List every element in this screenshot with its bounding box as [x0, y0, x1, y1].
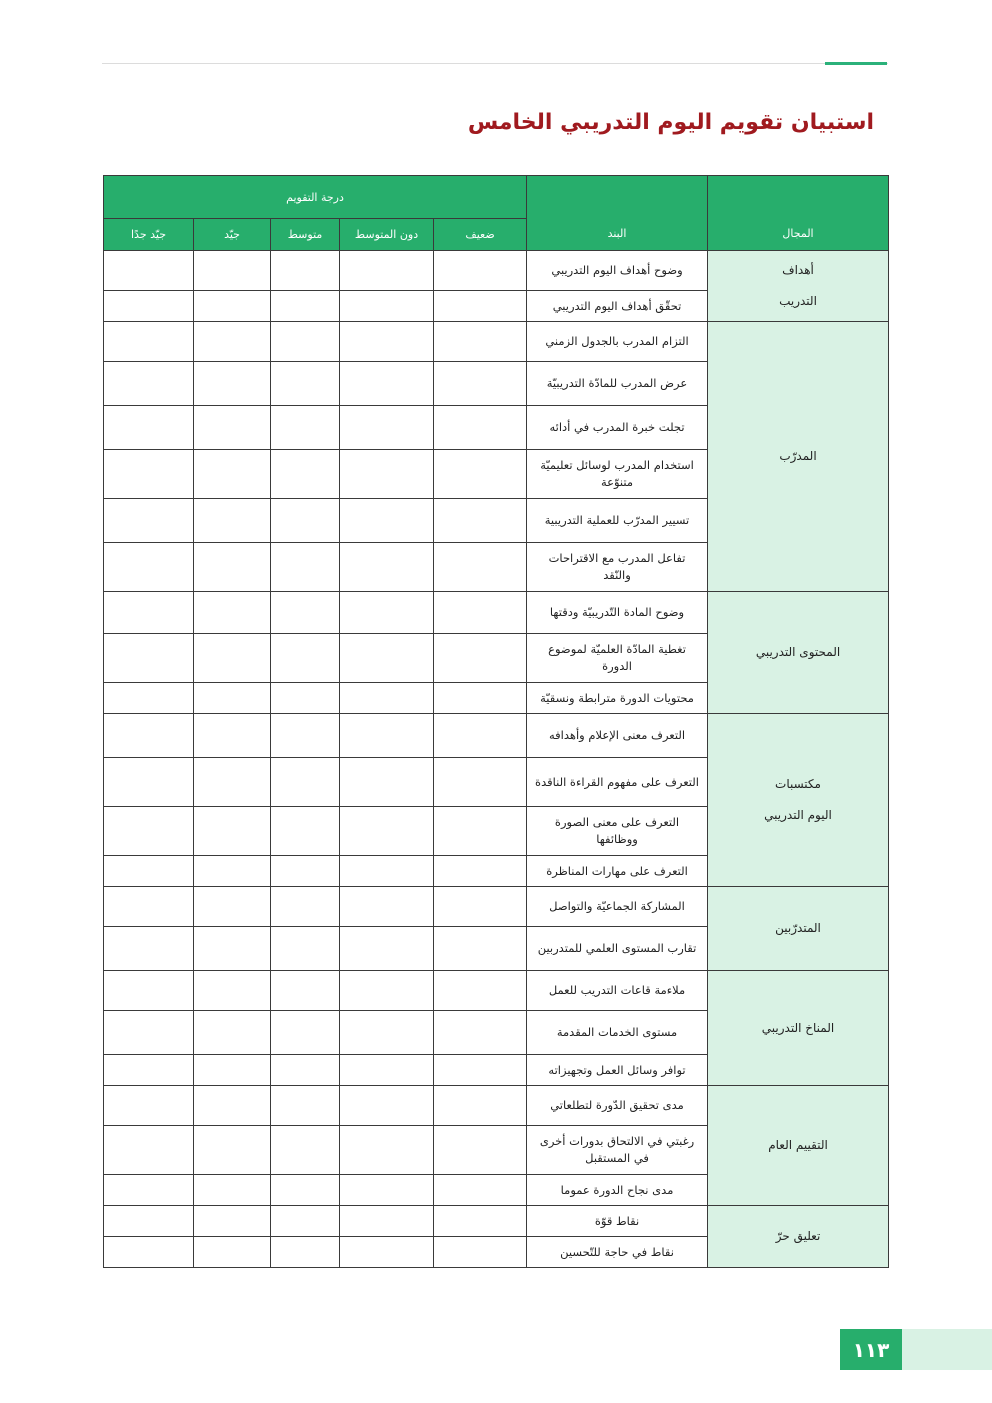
rating-cell-below-average[interactable]	[340, 1237, 434, 1268]
table-row	[104, 1086, 889, 1126]
rating-cell-very-good[interactable]	[104, 362, 194, 406]
header-rating-below-average: دون المتوسط	[340, 219, 434, 251]
rating-cell-weak[interactable]	[434, 971, 527, 1011]
rating-cell-good[interactable]	[194, 758, 271, 807]
page-title: استبيان تقويم اليوم التدريبي الخامس	[467, 110, 874, 135]
survey-body	[104, 251, 889, 1268]
rating-cell-below-average[interactable]	[340, 322, 434, 362]
rating-cell-good[interactable]	[194, 1086, 271, 1126]
rating-cell-weak[interactable]	[434, 714, 527, 758]
rating-cell-very-good[interactable]	[104, 1126, 194, 1175]
rating-cell-average[interactable]	[271, 251, 340, 291]
item-label: محتويات الدورة مترابطة ونسقيّة	[527, 683, 708, 714]
rating-cell-below-average[interactable]	[340, 856, 434, 887]
header-rating-good: جيّد	[194, 219, 271, 251]
rating-cell-good[interactable]	[194, 592, 271, 634]
rating-cell-very-good[interactable]	[104, 807, 194, 856]
rating-cell-good[interactable]	[194, 543, 271, 592]
domain-cell	[708, 714, 889, 887]
item-label: تقارب المستوى العلمي للمتدربين	[527, 927, 708, 971]
rating-cell-very-good[interactable]	[104, 499, 194, 543]
item-label: ملاءمة قاعات التدريب للعمل	[527, 971, 708, 1011]
rating-cell-average[interactable]	[271, 291, 340, 322]
rating-cell-weak[interactable]	[434, 887, 527, 927]
domain-cell	[708, 887, 889, 971]
rating-cell-below-average[interactable]	[340, 971, 434, 1011]
item-label: مستوى الخدمات المقدمة	[527, 1011, 708, 1055]
header-rating-average: متوسط	[271, 219, 340, 251]
rating-cell-below-average[interactable]	[340, 499, 434, 543]
rating-cell-below-average[interactable]	[340, 758, 434, 807]
rating-cell-weak[interactable]	[434, 856, 527, 887]
rating-cell-very-good[interactable]	[104, 450, 194, 499]
domain-cell	[708, 592, 889, 714]
rating-cell-weak[interactable]	[434, 758, 527, 807]
rating-cell-below-average[interactable]	[340, 1175, 434, 1206]
evaluation-table	[103, 175, 889, 1268]
rating-cell-good[interactable]	[194, 1175, 271, 1206]
domain-cell	[708, 322, 889, 592]
rating-cell-average[interactable]	[271, 971, 340, 1011]
rating-cell-good[interactable]	[194, 807, 271, 856]
rating-cell-weak[interactable]	[434, 807, 527, 856]
rating-cell-weak[interactable]	[434, 927, 527, 971]
domain-cell	[708, 1206, 889, 1268]
domain-cell	[708, 1086, 889, 1206]
rating-cell-average[interactable]	[271, 683, 340, 714]
item-label: المشاركة الجماعيّة والتواصل	[527, 887, 708, 927]
header-rating-very-good: جيّد جدًا	[104, 219, 194, 251]
rating-cell-below-average[interactable]	[340, 406, 434, 450]
rating-cell-very-good[interactable]	[104, 251, 194, 291]
top-accent-bar	[825, 62, 887, 65]
rating-cell-below-average[interactable]	[340, 1055, 434, 1086]
rating-cell-average[interactable]	[271, 1126, 340, 1175]
item-label: نقاط قوّة	[527, 1206, 708, 1237]
rating-cell-weak[interactable]	[434, 1237, 527, 1268]
rating-cell-below-average[interactable]	[340, 634, 434, 683]
rating-cell-weak[interactable]	[434, 251, 527, 291]
rating-cell-average[interactable]	[271, 1086, 340, 1126]
rating-cell-very-good[interactable]	[104, 406, 194, 450]
rating-cell-very-good[interactable]	[104, 856, 194, 887]
rating-cell-good[interactable]	[194, 856, 271, 887]
rating-cell-below-average[interactable]	[340, 1086, 434, 1126]
table-row	[104, 1206, 889, 1237]
rating-cell-average[interactable]	[271, 927, 340, 971]
rating-cell-good[interactable]	[194, 683, 271, 714]
item-label: عرض المدرب للمادّة التدريبيّة	[527, 362, 708, 406]
rating-cell-good[interactable]	[194, 1011, 271, 1055]
header-domain: المجال	[708, 176, 889, 251]
item-label: وضوح المادة التّدريبيّة ودقتها	[527, 592, 708, 634]
rating-cell-very-good[interactable]	[104, 758, 194, 807]
header-rating-group: درجة التقويم	[104, 176, 527, 219]
rating-cell-weak[interactable]	[434, 322, 527, 362]
table-row	[104, 251, 889, 291]
domain-label: المدرّب	[779, 449, 817, 463]
rating-cell-weak[interactable]	[434, 406, 527, 450]
rating-cell-below-average[interactable]	[340, 592, 434, 634]
rating-cell-good[interactable]	[194, 971, 271, 1011]
rating-cell-weak[interactable]	[434, 1055, 527, 1086]
domain-cell	[708, 251, 889, 322]
item-label: وضوح أهداف اليوم التدريبي	[527, 251, 708, 291]
item-label: التعرف على مفهوم القراءة الناقدة	[527, 758, 708, 807]
rating-cell-good[interactable]	[194, 450, 271, 499]
rating-cell-average[interactable]	[271, 1175, 340, 1206]
rating-cell-average[interactable]	[271, 758, 340, 807]
rating-cell-very-good[interactable]	[104, 1206, 194, 1237]
header-item: البند	[527, 176, 708, 251]
item-label: نقاط في حاجة للتّحسين	[527, 1237, 708, 1268]
rating-cell-average[interactable]	[271, 543, 340, 592]
rating-cell-weak[interactable]	[434, 1011, 527, 1055]
rating-cell-below-average[interactable]	[340, 450, 434, 499]
item-label: مدى تحقيق الدّورة لتطلعاتي	[527, 1086, 708, 1126]
rating-cell-very-good[interactable]	[104, 291, 194, 322]
rating-cell-very-good[interactable]	[104, 683, 194, 714]
item-label: استخدام المدرب لوسائل تعليميّة متنوّعة	[527, 450, 708, 499]
rating-cell-below-average[interactable]	[340, 1206, 434, 1237]
rating-cell-very-good[interactable]	[104, 1237, 194, 1268]
rating-cell-good[interactable]	[194, 499, 271, 543]
rating-cell-weak[interactable]	[434, 362, 527, 406]
domain-label: التقييم العام	[768, 1138, 828, 1152]
rating-cell-good[interactable]	[194, 291, 271, 322]
item-label: مدى نجاح الدورة عموما	[527, 1175, 708, 1206]
rating-cell-good[interactable]	[194, 362, 271, 406]
rating-cell-very-good[interactable]	[104, 714, 194, 758]
table-row	[104, 322, 889, 362]
item-label: تجلت خبرة المدرب في أدائه	[527, 406, 708, 450]
table-row	[104, 971, 889, 1011]
rating-cell-average[interactable]	[271, 322, 340, 362]
rating-cell-very-good[interactable]	[104, 1055, 194, 1086]
rating-cell-average[interactable]	[271, 362, 340, 406]
rating-cell-very-good[interactable]	[104, 322, 194, 362]
rating-cell-weak[interactable]	[434, 634, 527, 683]
domain-label: تعليق حرّ	[775, 1229, 821, 1243]
table-row	[104, 592, 889, 634]
rating-cell-below-average[interactable]	[340, 927, 434, 971]
rating-cell-average[interactable]	[271, 1011, 340, 1055]
item-label: التعرف على معنى الصورة ووظائفها	[527, 807, 708, 856]
page-number: ١١٣	[840, 1329, 902, 1370]
domain-label: أهداف	[782, 263, 814, 277]
domain-label: المحتوى التدريبي	[755, 645, 841, 659]
rating-cell-very-good[interactable]	[104, 634, 194, 683]
rating-cell-very-good[interactable]	[104, 592, 194, 634]
domain-label: التدريب	[779, 294, 817, 308]
rating-cell-good[interactable]	[194, 634, 271, 683]
rating-cell-below-average[interactable]	[340, 1126, 434, 1175]
table-row	[104, 887, 889, 927]
rating-cell-good[interactable]	[194, 714, 271, 758]
rating-cell-good[interactable]	[194, 322, 271, 362]
rating-cell-good[interactable]	[194, 1126, 271, 1175]
rating-cell-very-good[interactable]	[104, 971, 194, 1011]
rating-cell-below-average[interactable]	[340, 1011, 434, 1055]
rating-cell-very-good[interactable]	[104, 543, 194, 592]
rating-cell-average[interactable]	[271, 856, 340, 887]
page-number-band	[902, 1329, 992, 1370]
rating-cell-below-average[interactable]	[340, 291, 434, 322]
item-label: تحقّق أهداف اليوم التدريبي	[527, 291, 708, 322]
rating-cell-average[interactable]	[271, 807, 340, 856]
rating-cell-below-average[interactable]	[340, 362, 434, 406]
rating-cell-average[interactable]	[271, 1206, 340, 1237]
rating-cell-below-average[interactable]	[340, 543, 434, 592]
domain-label: مكتسبات	[775, 777, 821, 791]
item-label: التعرف على مهارات المناظرة	[527, 856, 708, 887]
rating-cell-weak[interactable]	[434, 1126, 527, 1175]
rating-cell-good[interactable]	[194, 1055, 271, 1086]
domain-label: المناخ التدريبي	[761, 1020, 835, 1035]
rating-cell-weak[interactable]	[434, 1086, 527, 1126]
rating-cell-good[interactable]	[194, 1237, 271, 1268]
domain-label: اليوم التدريبي	[764, 808, 832, 822]
rating-cell-average[interactable]	[271, 499, 340, 543]
rating-cell-very-good[interactable]	[104, 1175, 194, 1206]
item-label: التزام المدرب بالجدول الزمني	[527, 322, 708, 362]
item-label: التعرف معنى الإعلام وأهدافه	[527, 714, 708, 758]
rating-cell-good[interactable]	[194, 887, 271, 927]
item-label: رغبتي في الالتحاق بدورات أخرى في المستقبل	[527, 1126, 708, 1175]
rating-cell-good[interactable]	[194, 927, 271, 971]
rating-cell-weak[interactable]	[434, 291, 527, 322]
rating-cell-below-average[interactable]	[340, 807, 434, 856]
rating-cell-below-average[interactable]	[340, 887, 434, 927]
rating-cell-good[interactable]	[194, 251, 271, 291]
rating-cell-weak[interactable]	[434, 683, 527, 714]
domain-label: المتدرّبين	[775, 921, 821, 935]
rating-cell-average[interactable]	[271, 1237, 340, 1268]
rating-cell-very-good[interactable]	[104, 1011, 194, 1055]
rating-cell-average[interactable]	[271, 887, 340, 927]
item-label: تفاعل المدرب مع الاقتراحات والنّقد	[527, 543, 708, 592]
header-rating-weak: ضعيف	[434, 219, 527, 251]
rating-cell-good[interactable]	[194, 1206, 271, 1237]
item-label: توافر وسائل العمل وتجهيزاته	[527, 1055, 708, 1086]
top-rule	[102, 63, 888, 64]
rating-cell-average[interactable]	[271, 634, 340, 683]
item-label: تسيير المدرّب للعملية التدريبية	[527, 499, 708, 543]
rating-cell-weak[interactable]	[434, 499, 527, 543]
domain-cell	[708, 971, 889, 1086]
rating-cell-very-good[interactable]	[104, 1086, 194, 1126]
item-label: تغطية المادّة العلميّة لموضوع الدورة	[527, 634, 708, 683]
rating-cell-good[interactable]	[194, 406, 271, 450]
rating-cell-weak[interactable]	[434, 592, 527, 634]
rating-cell-very-good[interactable]	[104, 927, 194, 971]
rating-cell-average[interactable]	[271, 406, 340, 450]
rating-cell-weak[interactable]	[434, 1175, 527, 1206]
rating-cell-weak[interactable]	[434, 543, 527, 592]
rating-cell-below-average[interactable]	[340, 714, 434, 758]
rating-cell-below-average[interactable]	[340, 251, 434, 291]
rating-cell-very-good[interactable]	[104, 887, 194, 927]
rating-cell-below-average[interactable]	[340, 683, 434, 714]
table-row	[104, 714, 889, 758]
rating-cell-weak[interactable]	[434, 1206, 527, 1237]
rating-cell-average[interactable]	[271, 1055, 340, 1086]
rating-cell-average[interactable]	[271, 592, 340, 634]
rating-cell-weak[interactable]	[434, 450, 527, 499]
rating-cell-average[interactable]	[271, 714, 340, 758]
rating-cell-average[interactable]	[271, 450, 340, 499]
